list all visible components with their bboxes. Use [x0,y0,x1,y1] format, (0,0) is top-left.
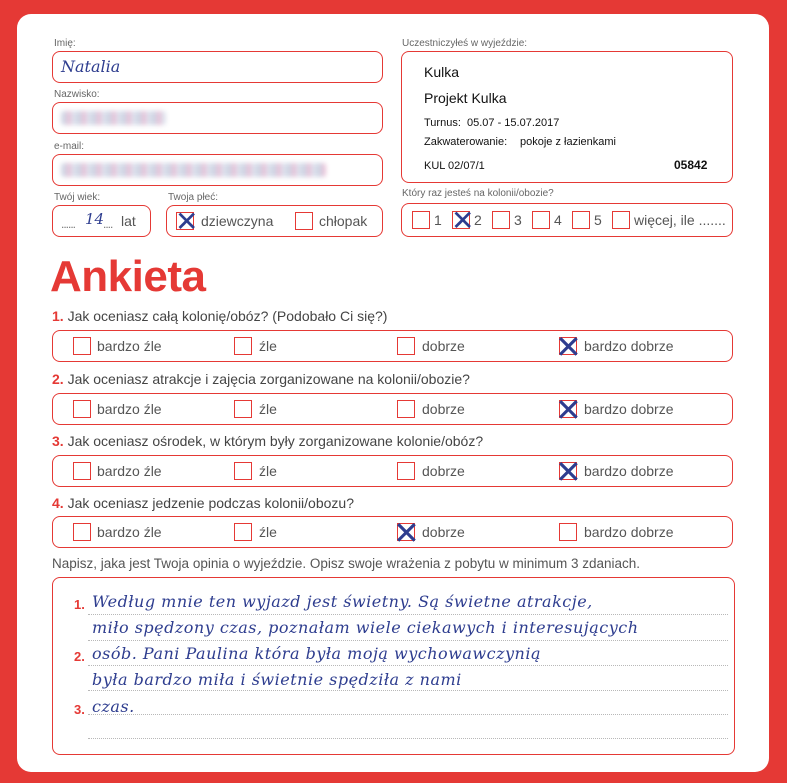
times-3-checkbox[interactable] [492,211,510,229]
gender-boy-checkbox[interactable] [295,212,313,230]
writing-line [88,665,728,666]
times-1-checkbox[interactable] [412,211,430,229]
age-label: Twój wiek: [54,192,101,203]
turnus-value: 05.07 - 15.07.2017 [467,117,560,129]
q3-check-mark: ✕ [555,453,582,491]
gender-field [166,205,383,237]
trip-project: Projekt Kulka [424,90,507,106]
times-2-label: 2 [474,212,482,228]
times-field [401,203,733,237]
survey-title: Ankieta [50,252,206,301]
age-dots-after: .... [103,217,113,231]
question-3-options [52,453,733,491]
redacted-email [61,163,326,177]
email-label: e-mail: [54,141,85,152]
option-label: bardzo dobrze [584,524,674,540]
times-1-label: 1 [434,212,442,228]
times-label: Który raz jesteś na kolonii/obozie? [402,188,554,199]
name-label: Imię: [54,38,76,49]
name-value: Natalia [61,57,121,76]
option-label: bardzo dobrze [584,401,674,417]
line-number-1: 1. [74,597,85,612]
option-label: źle [259,463,277,479]
q1-option-bad-checkbox[interactable] [234,337,252,355]
q2-check-mark: ✕ [555,391,582,429]
trip-code: KUL 02/07/1 [424,160,485,172]
option-label: bardzo źle [97,401,162,417]
question-text: Jak oceniasz ośrodek, w którym były zorganizowane kolonie/obóz? [67,433,484,449]
writing-line [88,614,728,615]
redacted-surname [61,111,166,125]
times-4-label: 4 [554,212,562,228]
line-number-3: 3. [74,702,85,717]
q2-option-bad-checkbox[interactable] [234,400,252,418]
age-field[interactable] [52,205,151,237]
question-number: 1. [52,308,64,324]
question-number: 2. [52,371,64,387]
question-text: Jak oceniasz jedzenie podczas kolonii/obozu? [67,495,354,511]
question-2 [52,371,470,387]
question-4-options [52,514,733,552]
turnus-label: Turnus: [424,117,461,129]
opinion-line-5: czas. [92,697,135,716]
age-unit: lat [121,213,136,229]
times-5-label: 5 [594,212,602,228]
q1-check-mark: ✕ [555,328,582,366]
option-label: bardzo dobrze [584,463,674,479]
question-number: 3. [52,433,64,449]
trip-company: Kulka [424,64,460,80]
option-label: źle [259,401,277,417]
question-1-options [52,328,733,366]
trip-info-box [401,51,733,183]
age-value: 14 [85,210,105,228]
gender-boy-label: chłopak [319,213,368,229]
option-label: bardzo dobrze [584,338,674,354]
option-label: bardzo źle [97,524,162,540]
times-4-checkbox[interactable] [532,211,550,229]
option-label: dobrze [422,463,465,479]
gender-check-mark: ✕ [175,205,199,238]
times-3-label: 3 [514,212,522,228]
q1-option-very-bad-checkbox[interactable] [73,337,91,355]
times-more-label: więcej, ile ....... [634,212,726,228]
writing-line [88,738,728,739]
q2-option-good-checkbox[interactable] [397,400,415,418]
surname-label: Nazwisko: [54,89,100,100]
gender-label: Twoja płeć: [168,192,219,203]
option-label: źle [259,524,277,540]
q3-option-very-bad-checkbox[interactable] [73,462,91,480]
option-label: dobrze [422,524,465,540]
option-label: dobrze [422,401,465,417]
question-1 [52,308,387,324]
trip-label: Uczestniczyłeś w wyjeździe: [402,38,528,49]
writing-line [88,690,728,691]
question-text: Jak oceniasz atrakcje i zajęcia zorganizowane na kolonii/obozie? [67,371,470,387]
option-label: bardzo źle [97,463,162,479]
name-field[interactable] [52,51,383,83]
times-5-checkbox[interactable] [572,211,590,229]
q4-option-very-bad-checkbox[interactable] [73,523,91,541]
q1-option-good-checkbox[interactable] [397,337,415,355]
question-3 [52,433,483,449]
opinion-line-4: była bardzo miła i świetnie spędziła z nami [92,670,462,689]
q3-option-bad-checkbox[interactable] [234,462,252,480]
times-more-checkbox[interactable] [612,211,630,229]
question-number: 4. [52,495,64,511]
option-label: źle [259,338,277,354]
q4-check-mark: ✕ [393,514,420,552]
opinion-line-3: osób. Pani Paulina która była moją wychowawczynią [92,644,542,663]
line-number-2: 2. [74,649,85,664]
question-2-options [52,391,733,429]
surname-field[interactable] [52,102,383,134]
age-dots-before: ...... [61,217,76,231]
trip-number: 05842 [674,158,708,172]
times-check-mark: ✕ [451,204,475,237]
accommodation-value: pokoje z łazienkami [520,136,616,148]
opinion-prompt: Napisz, jaka jest Twoja opinia o wyjeździe. Opisz swoje wrażenia z pobytu w minimum 3 zdaniach. [52,556,641,571]
q4-option-bad-checkbox[interactable] [234,523,252,541]
opinion-line-1: Według mnie ten wyjazd jest świetny. Są świetne atrakcje, [92,592,593,611]
writing-line [88,714,728,715]
option-label: dobrze [422,338,465,354]
q3-option-good-checkbox[interactable] [397,462,415,480]
option-label: bardzo źle [97,338,162,354]
accommodation-label: Zakwaterowanie: [424,136,508,148]
q4-option-very-good-checkbox[interactable] [559,523,577,541]
question-4 [52,495,354,511]
writing-line [88,640,728,641]
question-text: Jak oceniasz całą kolonię/obóz? (Podobało Ci się?) [67,308,388,324]
q2-option-very-bad-checkbox[interactable] [73,400,91,418]
email-field[interactable] [52,154,383,186]
gender-girl-label: dziewczyna [201,213,274,229]
opinion-line-2: miło spędzony czas, poznałam wiele ciekawych i interesujących [92,618,639,637]
